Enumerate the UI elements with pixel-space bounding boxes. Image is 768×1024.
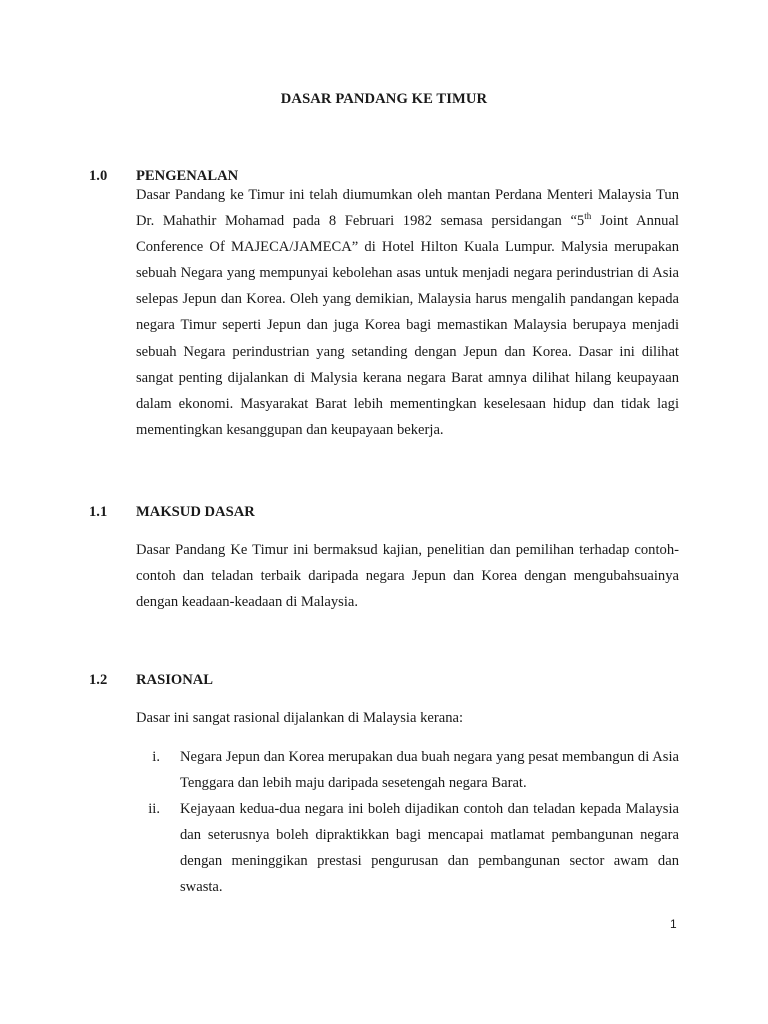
superscript-th: th (584, 211, 592, 222)
section-heading-maksud-dasar (89, 504, 255, 521)
list-item (136, 744, 679, 796)
list-marker: ii. (148, 801, 160, 818)
section-number: 1.0 (89, 168, 108, 184)
intro-text-part-2: Joint Annual Conference Of MAJECA/JAMECA” di Hotel Hilton Kuala Lumpur. Malysia merupakan sebuah Negara yang mempunyai kebolehan asas untuk menjadi negara perindustrian di Asia selepas Jepun dan Korea. Oleh yang demikian, Malaysia harus mengalih pandangan kepada negara Timur seperti Jepun dan juga Korea bagi memastikan Malaysia berupaya menjadi sebuah Negara perindustrian yang setanding dengan Jepun dan Korea. Dasar ini dilihat sangat penting dijalankan di Malysia kerana negara Barat amnya dilihat hilang keupayaan dalam ekonomi. Masyarakat Barat lebih mementingkan keselesaan hidup dan tidak lagi mementingkan kesanggupan dan keupayaan bekerja. (136, 213, 679, 438)
section-number: 1.1 (89, 504, 108, 520)
intro-paragraph (136, 182, 679, 443)
list-marker: i. (152, 749, 160, 765)
section-title: PENGENALAN (136, 168, 239, 184)
list-item (136, 796, 679, 900)
section-title: MAKSUD DASAR (136, 504, 255, 520)
intro-text-part-1: Dasar Pandang ke Timur ini telah diumumkan oleh mantan Perdana Menteri Malaysia Tun Dr. Mahathir Mohamad pada 8 Februari 1982 semasa persidangan “5 (136, 187, 679, 230)
maksud-paragraph: Dasar Pandang Ke Timur ini bermaksud kajian, penelitian dan pemilihan terhadap contoh-contoh dan teladan terbaik daripada negara Jepun dan Korea dengan mengubahsuainya dengan keadaan-keadaan di Malaysia. (136, 542, 679, 611)
section-title: RASIONAL (136, 672, 214, 688)
rasional-list (136, 744, 679, 901)
document-title: DASAR PANDANG KE TIMUR (280, 91, 488, 107)
page-number: 1 (670, 917, 677, 931)
section-number: 1.2 (89, 672, 108, 688)
rasional-intro: Dasar ini sangat rasional dijalankan di Malaysia kerana: (136, 710, 464, 726)
list-item-text: Kejayaan kedua-dua negara ini boleh dijadikan contoh dan teladan kepada Malaysia dan seterusnya boleh dipraktikkan bagi mencapai matlamat pembangunan negara dengan meninggikan prestasi pengurusan dan pembangunan sector awam dan swasta. (180, 801, 679, 896)
list-item-text: Negara Jepun dan Korea merupakan dua buah negara yang pesat membangun di Asia Tenggara dan lebih maju daripada sesetengah negara Barat. (180, 749, 679, 792)
section-heading-rasional (89, 672, 213, 689)
